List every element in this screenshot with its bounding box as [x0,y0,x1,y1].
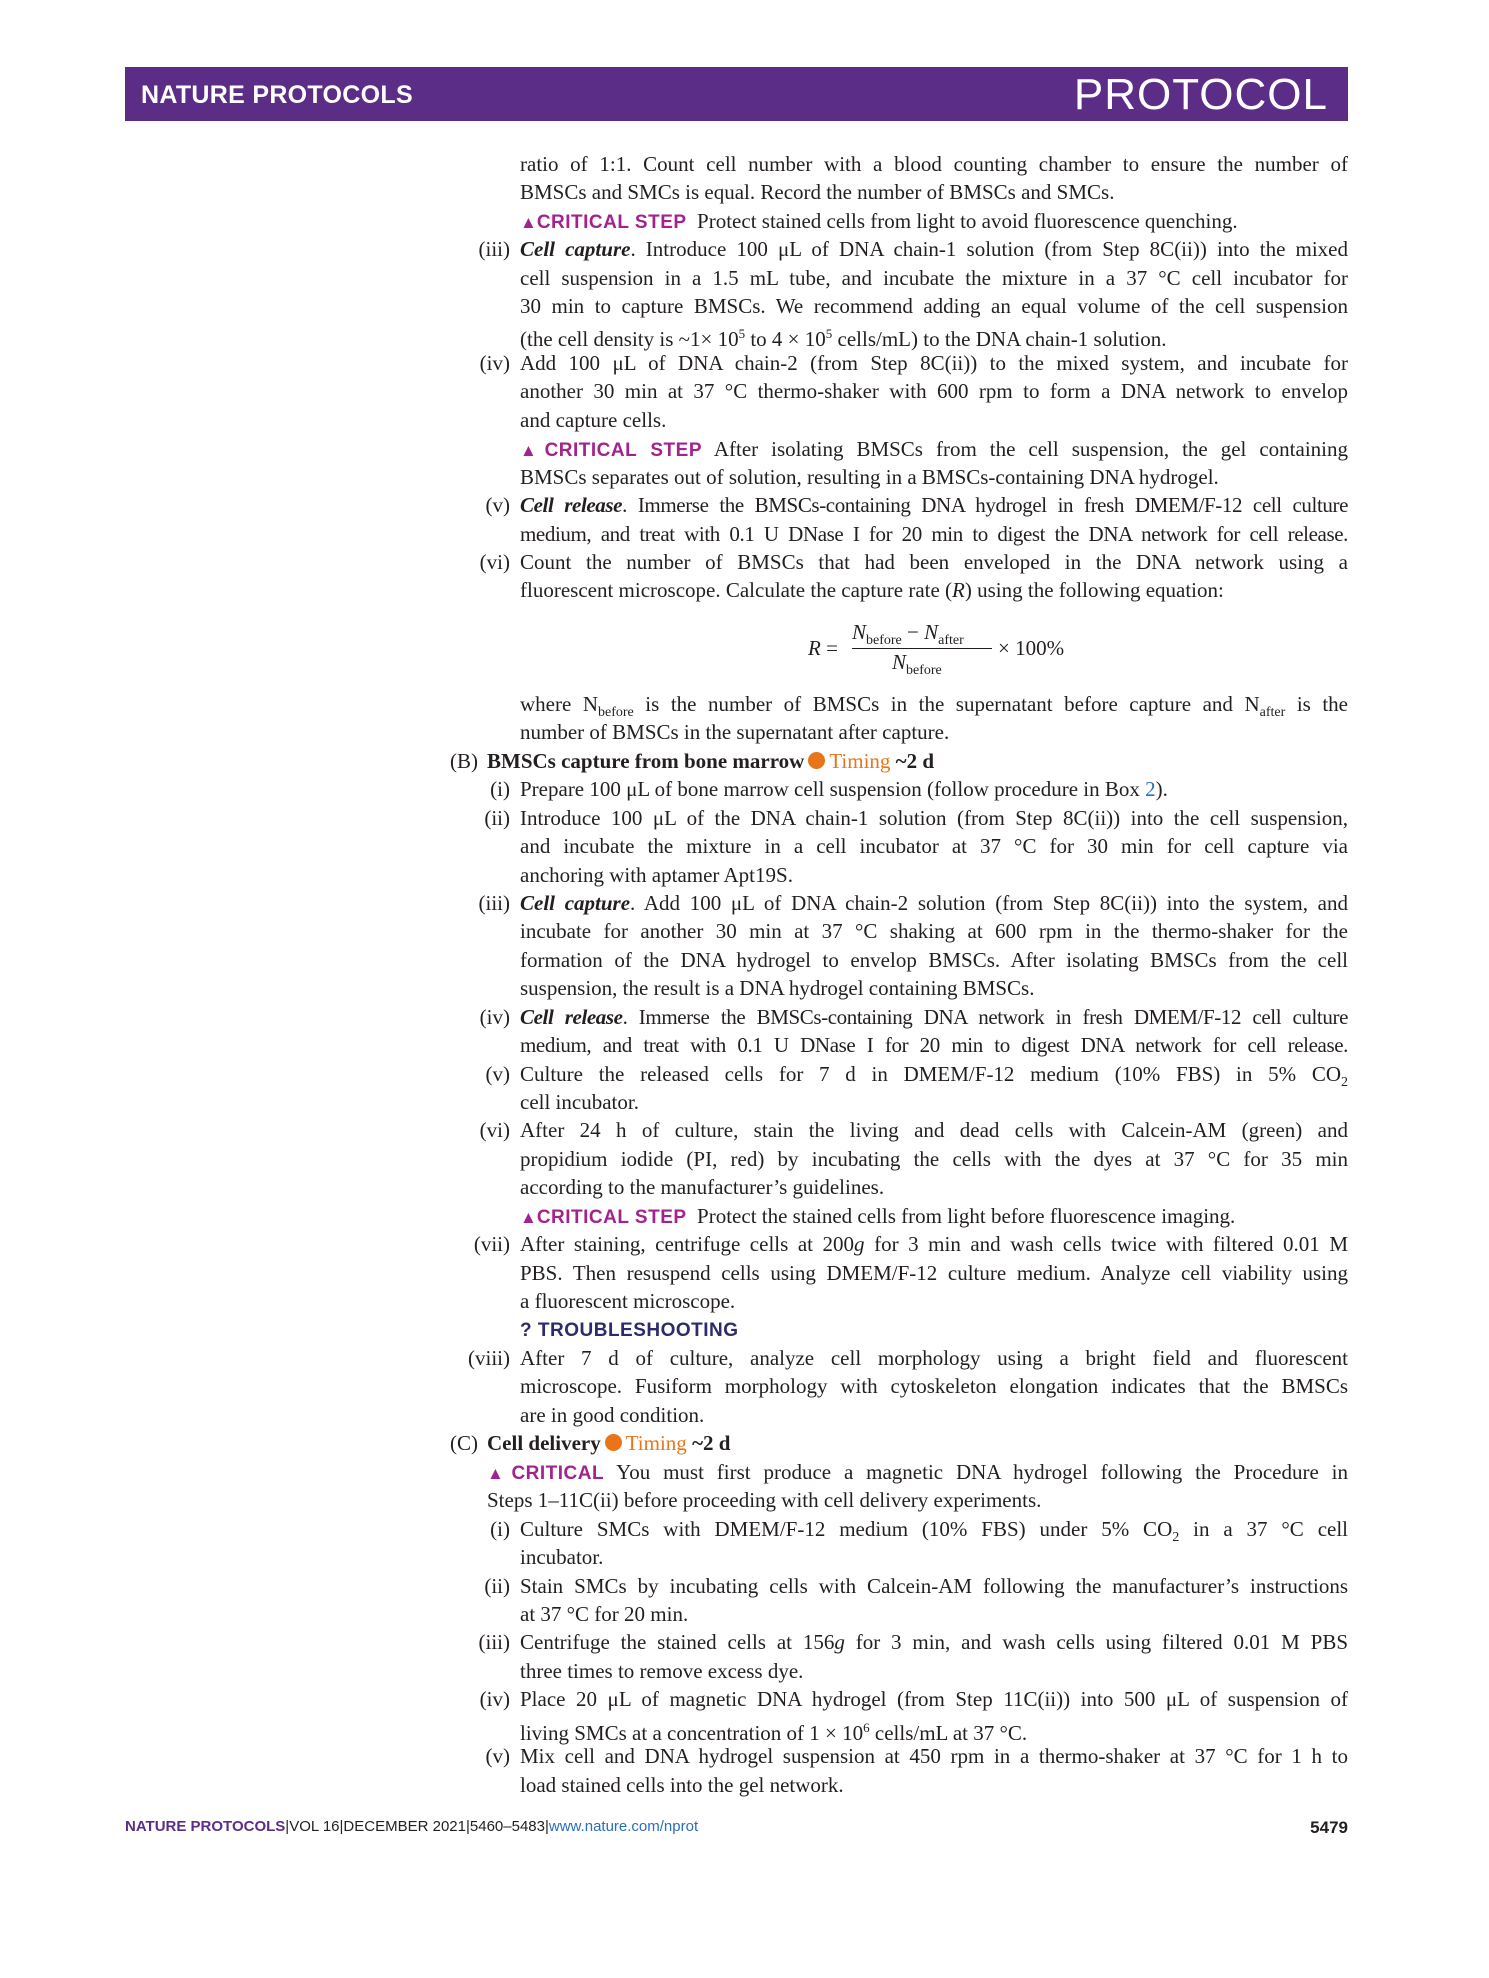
step-a-iii: Cell capture. Introduce 100 μL of DNA chain-1 solution (from Step 8C(ii)) into the mixed [520,237,1348,261]
step-number: (i) [490,777,510,801]
page-number: 5479 [1310,1818,1348,1837]
section-c-title: Cell delivery Timing ~2 d [487,1431,731,1455]
step-a-v: Cell release. Immerse the BMSCs-containing DNA hydrogel in fresh DMEM/F-12 cell culture [520,493,1349,517]
journal-url-link[interactable]: www.nature.com/nprot [548,1818,699,1835]
step-b-iv: Cell release. Immerse the BMSCs-containing DNA network in fresh DMEM/F-12 cell culture [520,1005,1348,1029]
paragraph-line: and capture cells. [520,408,667,432]
step-number: (v) [485,1744,510,1768]
paragraph-line: at 37 °C for 20 min. [520,1602,689,1626]
warning-triangle-icon: ▲ [520,213,537,232]
paragraph-line: microscope. Fusiform morphology with cytoskeleton elongation indicates that the BMSCs [520,1374,1348,1398]
step-number: (vi) [479,550,510,574]
section-letter: (C) [450,1431,478,1455]
paragraph-line: PBS. Then resuspend cells using DMEM/F-12 culture medium. Analyze cell viability using [520,1261,1348,1285]
step-b-ii: Introduce 100 μL of the DNA chain-1 solution (from Step 8C(ii)) into the cell suspension, [520,806,1348,830]
paragraph-line: according to the manufacturer’s guidelines. [520,1175,885,1199]
step-number: (v) [485,493,510,517]
paragraph-line: formation of the DNA hydrogel to envelop BMSCs. After isolating BMSCs from the cell [520,948,1348,972]
paragraph-line: are in good condition. [520,1403,705,1427]
step-a-vi: Count the number of BMSCs that had been enveloped in the DNA network using a [520,550,1348,574]
step-number: (iv) [479,1005,510,1029]
journal-name: NATURE PROTOCOLS [141,81,413,109]
step-number: (ii) [484,806,510,830]
paragraph-line: suspension, the result is a DNA hydrogel containing BMSCs. [520,976,1035,1000]
paragraph-line: and incubate the mixture in a cell incubator at 37 °C for 30 min for cell capture via [520,834,1348,858]
page-header [125,67,1348,121]
paragraph-line: incubator. [520,1545,604,1569]
paragraph-line: anchoring with aptamer Apt19S. [520,863,793,887]
step-a-iv: Add 100 μL of DNA chain-2 (from Step 8C(ii)) to the mixed system, and incubate for [520,351,1348,375]
step-number: (ii) [484,1574,510,1598]
critical-note: ▲CRITICAL You must first produce a magnetic DNA hydrogel following the Procedure in [487,1460,1348,1484]
step-number: (iii) [478,891,510,915]
box-2-link[interactable]: 2 [1145,777,1156,801]
paragraph-line: cell suspension in a 1.5 mL tube, and incubate the mixture in a 37 °C cell incubator for [520,266,1348,290]
step-c-ii: Stain SMCs by incubating cells with Calcein-AM following the manufacturer’s instructions [520,1574,1348,1598]
section-letter: (B) [450,749,478,773]
paragraph-line: incubate for another 30 min at 37 °C shaking at 600 rpm in the thermo-shaker for the [520,919,1348,943]
paragraph-line: propidium iodide (PI, red) by incubating the cells with the dyes at 37 °C for 35 min [520,1147,1348,1171]
paragraph-line: cell incubator. [520,1090,639,1114]
step-number: (iii) [478,1630,510,1654]
footer-citation: NATURE PROTOCOLS|VOL 16|DECEMBER 2021|5460–5483|www.nature.com/nprot [125,1818,699,1835]
section-b-title: BMSCs capture from bone marrow Timing ~2 d [487,749,935,773]
step-number: (vi) [479,1118,510,1142]
step-b-iii: Cell capture. Add 100 μL of DNA chain-2 solution (from Step 8C(ii)) into the system, and [520,891,1348,915]
step-b-v: Culture the released cells for 7 d in DMEM/F-12 medium (10% FBS) in 5% $CO_2$ [520,1062,1348,1091]
paragraph-line: ratio of 1:1. Count cell number with a blood counting chamber to ensure the number of [520,152,1348,176]
step-c-v: Mix cell and DNA hydrogel suspension at 450 rpm in a thermo-shaker at 37 °C for 1 h to [520,1744,1348,1768]
timing-icon [808,752,825,769]
paragraph-line: fluorescent microscope. Calculate the capture rate (R) using the following equation: [520,578,1224,602]
step-number: (viii) [468,1346,510,1370]
paragraph-line: Steps 1–11C(ii) before proceeding with cell delivery experiments. [487,1488,1042,1512]
critical-step-note: ▲CRITICAL STEP Protect the stained cells from light before fluorescence imaging. [520,1204,1236,1228]
warning-triangle-icon: ▲ [487,1464,512,1483]
step-number: (iv) [479,351,510,375]
step-c-iii: Centrifuge the stained cells at 156g for 3 min, and wash cells using filtered 0.01 M PBS [520,1630,1349,1654]
paragraph-line: BMSCs and SMCs is equal. Record the number of BMSCs and SMCs. [520,180,1115,204]
page-footer [125,1818,1348,1842]
step-c-iv: Place 20 μL of magnetic DNA hydrogel (from Step 11C(ii)) into 500 μL of suspension of [520,1687,1348,1711]
paragraph-line: load stained cells into the gel network. [520,1773,844,1797]
paragraph-line: 30 min to capture BMSCs. We recommend adding an equal volume of the cell suspension [520,294,1348,318]
step-number: (iv) [479,1687,510,1711]
article-type: PROTOCOL [1073,70,1328,119]
paragraph-line: another 30 min at 37 °C thermo-shaker with 600 rpm to form a DNA network to envelop [520,379,1348,403]
troubleshooting-link[interactable]: ? TROUBLESHOOTING [520,1320,739,1341]
step-b-i: Prepare 100 μL of bone marrow cell suspension (follow procedure in Box 2). [520,777,1168,801]
capture-rate-equation: R = $N_{before} - N_{after}$ $N_{before}$ × 100% [808,620,1065,679]
warning-triangle-icon: ▲ [520,441,545,460]
paragraph-line: number of BMSCs in the supernatant after capture. [520,720,950,744]
step-number: (vii) [473,1232,510,1256]
step-b-vii: After staining, centrifuge cells at 200g for 3 min and wash cells twice with filtered 0.01 M [520,1232,1348,1256]
step-number: (iii) [478,237,510,261]
paragraph-line: BMSCs separates out of solution, resulting in a BMSCs-containing DNA hydrogel. [520,465,1219,489]
step-number: (v) [485,1062,510,1086]
fraction-bar [852,648,992,649]
critical-step-note: ▲CRITICAL STEP Protect stained cells from light to avoid fluorescence quenching. [520,209,1238,233]
paragraph-line: a fluorescent microscope. [520,1289,736,1313]
paragraph-line: living SMCs at a concentration of $1 \times 10^6$ cells/mL at 37 °C. [520,1720,1028,1745]
warning-triangle-icon: ▲ [520,1208,537,1227]
step-c-i: Culture SMCs with DMEM/F-12 medium (10% FBS) under 5% $CO_2$ in a 37 °C cell [520,1517,1349,1546]
step-b-viii: After 7 d of culture, analyze cell morphology using a bright field and fluorescent [520,1346,1348,1370]
step-number: (i) [490,1517,510,1541]
paragraph-line: medium, and treat with 0.1 U DNase I for 20 min to digest DNA network for cell release. [520,1033,1348,1057]
paragraph-line: where $N_{before}$ is the number of BMSCs in the supernatant before capture and $N_{after}$ is the [520,692,1349,721]
paragraph-line: three times to remove excess dye. [520,1659,804,1683]
paragraph-line: (the cell density is ~1× $10^5$ to $4 \times 10^5$ cells/mL) to the DNA chain-1 solution. [520,326,1167,351]
critical-step-note: ▲CRITICAL STEP After isolating BMSCs from the cell suspension, the gel containing [520,437,1349,461]
timing-icon [605,1434,622,1451]
paragraph-line: medium, and treat with 0.1 U DNase I for 20 min to digest the DNA network for cell release. [520,522,1348,546]
step-b-vi: After 24 h of culture, stain the living and dead cells with Calcein-AM (green) and [520,1118,1348,1142]
